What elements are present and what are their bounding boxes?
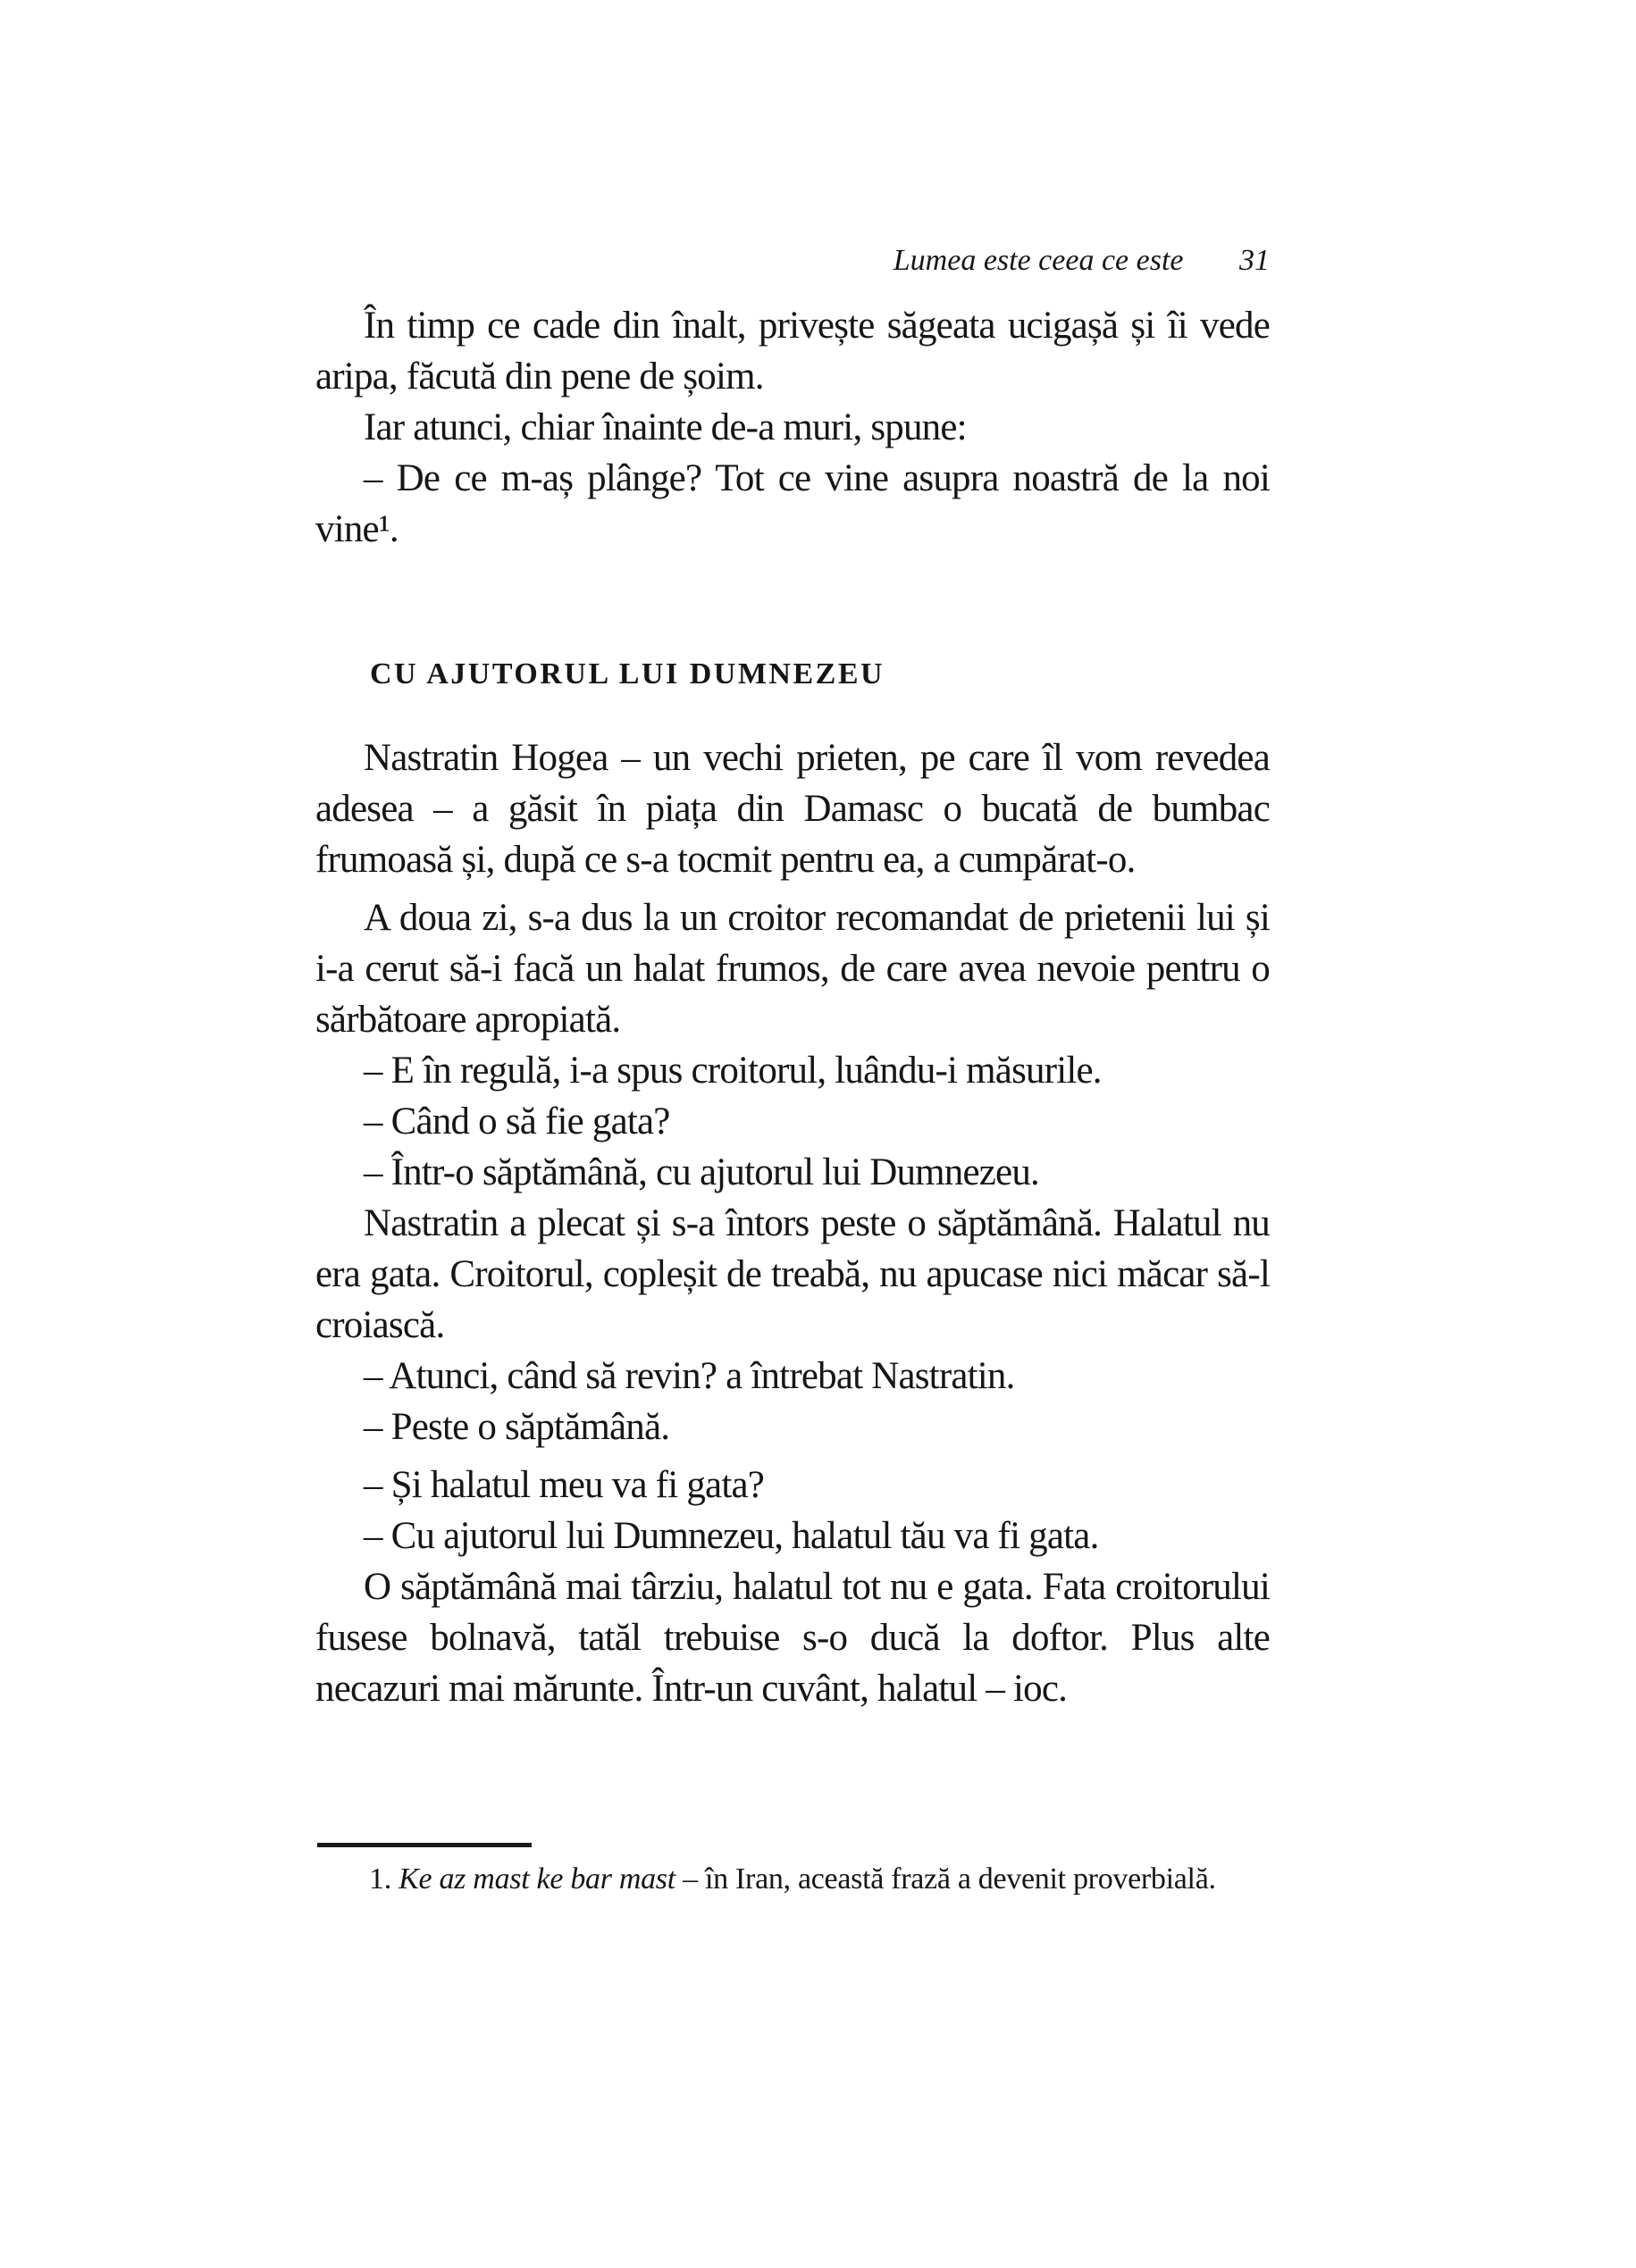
paragraph: Iar atunci, chiar înainte de-a muri, spune: <box>364 406 967 448</box>
running-title: Lumea este ceea ce este <box>893 244 1184 277</box>
page-body <box>315 300 1270 1714</box>
paragraph: Nastratin Hogea – un vechi prieten, pe care îl vom revedea adesea – a găsit în piața din Damasc o bucată de bumbac frumoasă și, după ce s-a tocmit pentru ea, a cumpărat-o. <box>315 737 1270 881</box>
footnote-marker: 1. <box>369 1862 399 1896</box>
section-heading: CU AJUTORUL LUI DUMNEZEU <box>370 657 885 690</box>
page-number: 31 <box>1239 244 1270 277</box>
paragraph: – Când o să fie gata? <box>364 1101 670 1142</box>
paragraph: – Într-o săptămână, cu ajutorul lui Dumnezeu. <box>364 1151 1039 1193</box>
paragraph-with-footnote-ref: – De ce m-aș plânge? Tot ce vine asupra noastră de la noi vine¹. <box>315 457 1270 550</box>
running-header <box>315 243 1270 279</box>
paragraph: O săptămână mai târziu, halatul tot nu e gata. Fata croitorului fusese bolnavă, tatăl trebuise s-o ducă la doftor. Plus alte necazuri mai mărunte. Într-un cuvânt, halatul – ioc. <box>315 1566 1270 1710</box>
footnote <box>315 1860 1270 1899</box>
paragraph: – Și halatul meu va fi gata? <box>364 1464 765 1506</box>
paragraph: – Peste o săptămână. <box>364 1406 670 1448</box>
paragraph: – Atunci, când să revin? a întrebat Nastratin. <box>364 1355 1015 1397</box>
paragraph: În timp ce cade din înalt, privește săgeata ucigașă și îi vede aripa, făcută din pene de șoim. <box>315 305 1270 398</box>
footnote-area <box>315 1843 1270 1899</box>
paragraph: Nastratin a plecat și s-a întors peste o săptămână. Halatul nu era gata. Croitorul, copleșit de treabă, nu apucase nici măcar să-l croiască. <box>315 1202 1270 1346</box>
footnote-rule <box>317 1843 532 1847</box>
paragraph: – E în regulă, i-a spus croitorul, luându-i măsurile. <box>364 1050 1102 1092</box>
footnote-text: – în Iran, această frază a devenit proverbială. <box>675 1862 1216 1896</box>
paragraph: – Cu ajutorul lui Dumnezeu, halatul tău va fi gata. <box>364 1515 1099 1557</box>
footnote-italic-phrase: Ke az mast ke bar mast <box>399 1862 675 1896</box>
paragraph: A doua zi, s-a dus la un croitor recomandat de prietenii lui și i-a cerut să-i facă un halat frumos, de care avea nevoie pentru o sărbătoare apropiată. <box>315 897 1270 1041</box>
